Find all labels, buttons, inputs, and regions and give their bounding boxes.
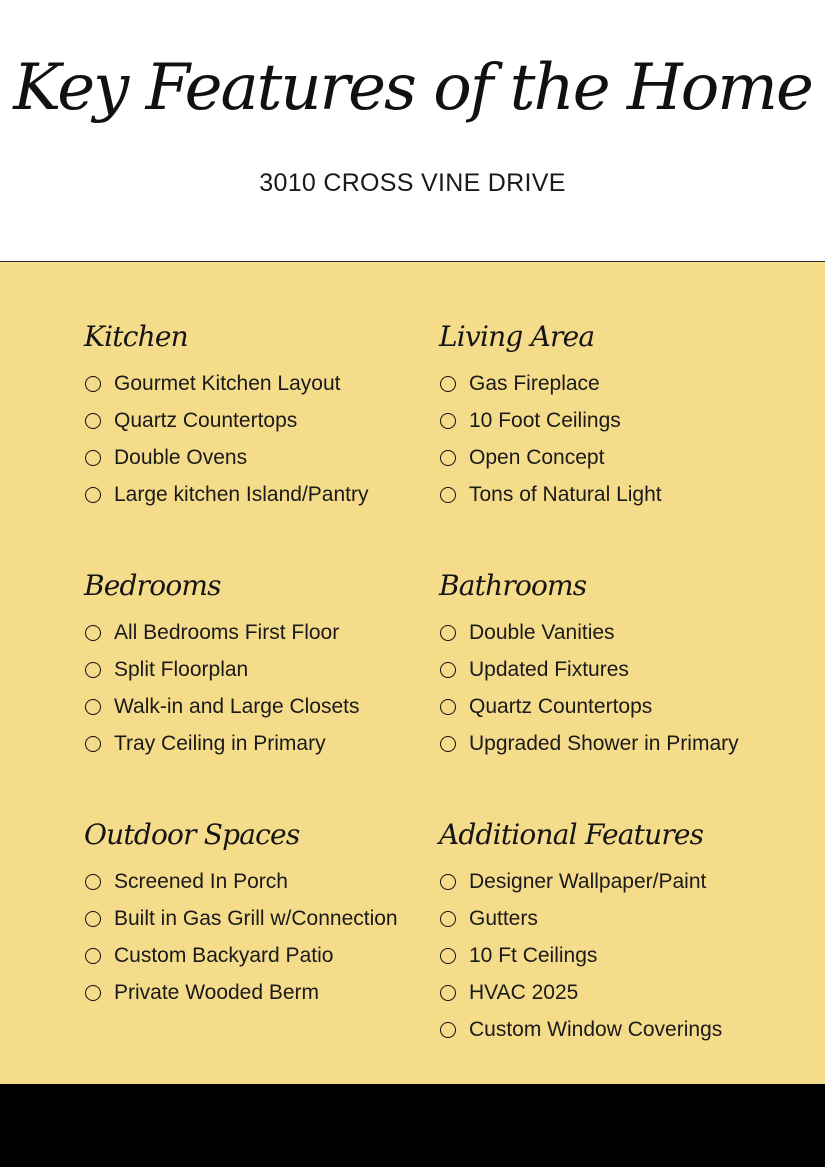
feature-item <box>84 688 454 725</box>
property-address: 3010 CROSS VINE DRIVE <box>259 169 566 197</box>
feature-label: Custom Window Coverings <box>469 1017 723 1041</box>
feature-label: Quartz Countertops <box>114 408 298 432</box>
radio-circle-icon[interactable] <box>85 948 101 964</box>
feature-item <box>439 439 809 476</box>
feature-item <box>84 863 454 900</box>
section-additional-features <box>439 815 809 1048</box>
feature-list <box>439 863 809 1048</box>
feature-item <box>84 900 454 937</box>
radio-circle-icon[interactable] <box>440 736 456 752</box>
radio-circle-icon[interactable] <box>440 874 456 890</box>
feature-label: Large kitchen Island/Pantry <box>114 482 369 506</box>
radio-circle-icon[interactable] <box>440 376 456 392</box>
section-living-area <box>439 317 809 513</box>
feature-item <box>84 651 454 688</box>
feature-item <box>84 402 454 439</box>
radio-circle-icon[interactable] <box>440 985 456 1001</box>
feature-label: Gas Fireplace <box>469 371 600 395</box>
feature-item <box>84 439 454 476</box>
radio-circle-icon[interactable] <box>85 487 101 503</box>
radio-circle-icon[interactable] <box>85 450 101 466</box>
feature-item <box>84 974 454 1011</box>
section-heading: Bedrooms <box>84 569 221 602</box>
radio-circle-icon[interactable] <box>440 450 456 466</box>
feature-item <box>439 900 809 937</box>
feature-label: Split Floorplan <box>114 657 249 681</box>
feature-label: Built in Gas Grill w/Connection <box>114 906 398 930</box>
radio-circle-icon[interactable] <box>85 736 101 752</box>
section-bedrooms <box>84 566 454 762</box>
feature-item <box>439 725 809 762</box>
feature-item <box>439 688 809 725</box>
features-panel <box>0 261 825 1084</box>
feature-label: All Bedrooms First Floor <box>114 620 340 644</box>
radio-circle-icon[interactable] <box>85 413 101 429</box>
feature-label: Tray Ceiling in Primary <box>114 731 326 755</box>
feature-label: Walk-in and Large Closets <box>114 694 360 718</box>
radio-circle-icon[interactable] <box>440 413 456 429</box>
feature-label: Tons of Natural Light <box>469 482 662 506</box>
feature-label: Upgraded Shower in Primary <box>469 731 739 755</box>
feature-item <box>84 476 454 513</box>
feature-item <box>439 651 809 688</box>
feature-item <box>439 1011 809 1048</box>
feature-label: 10 Ft Ceilings <box>469 943 598 967</box>
radio-circle-icon[interactable] <box>85 625 101 641</box>
feature-item <box>439 937 809 974</box>
feature-list <box>84 614 454 762</box>
feature-label: Custom Backyard Patio <box>114 943 334 967</box>
section-heading: Additional Features <box>439 818 704 851</box>
feature-item <box>439 402 809 439</box>
feature-label: Open Concept <box>469 445 605 469</box>
feature-label: Gourmet Kitchen Layout <box>114 371 341 395</box>
section-bathrooms <box>439 566 809 762</box>
radio-circle-icon[interactable] <box>440 699 456 715</box>
radio-circle-icon[interactable] <box>440 487 456 503</box>
feature-label: Screened In Porch <box>114 869 288 893</box>
radio-circle-icon[interactable] <box>85 874 101 890</box>
radio-circle-icon[interactable] <box>440 1022 456 1038</box>
radio-circle-icon[interactable] <box>85 662 101 678</box>
feature-list <box>439 365 809 513</box>
radio-circle-icon[interactable] <box>85 699 101 715</box>
feature-item <box>439 614 809 651</box>
feature-item <box>84 937 454 974</box>
feature-label: HVAC 2025 <box>469 980 579 1004</box>
feature-item <box>439 974 809 1011</box>
footer-bar <box>0 1084 825 1167</box>
feature-item <box>84 725 454 762</box>
radio-circle-icon[interactable] <box>85 911 101 927</box>
feature-label: Updated Fixtures <box>469 657 629 681</box>
feature-list <box>84 365 454 513</box>
feature-list <box>84 863 454 1011</box>
feature-item <box>84 614 454 651</box>
feature-label: Double Ovens <box>114 445 248 469</box>
section-heading: Bathrooms <box>439 569 587 602</box>
radio-circle-icon[interactable] <box>85 985 101 1001</box>
page-title: Key Features of the Home <box>13 51 812 125</box>
feature-item <box>439 476 809 513</box>
feature-label: 10 Foot Ceilings <box>469 408 621 432</box>
section-outdoor-spaces <box>84 815 454 1011</box>
radio-circle-icon[interactable] <box>440 911 456 927</box>
feature-label: Gutters <box>469 906 538 930</box>
radio-circle-icon[interactable] <box>440 662 456 678</box>
section-heading: Outdoor Spaces <box>84 818 300 851</box>
feature-label: Private Wooded Berm <box>114 980 320 1004</box>
section-heading: Living Area <box>439 320 595 353</box>
feature-label: Double Vanities <box>469 620 615 644</box>
feature-label: Designer Wallpaper/Paint <box>469 869 707 893</box>
feature-list <box>439 614 809 762</box>
radio-circle-icon[interactable] <box>440 625 456 641</box>
feature-item <box>439 863 809 900</box>
radio-circle-icon[interactable] <box>440 948 456 964</box>
feature-item <box>84 365 454 402</box>
feature-label: Quartz Countertops <box>469 694 653 718</box>
feature-item <box>439 365 809 402</box>
radio-circle-icon[interactable] <box>85 376 101 392</box>
header <box>0 0 825 261</box>
section-heading: Kitchen <box>84 320 188 353</box>
section-kitchen <box>84 317 454 513</box>
